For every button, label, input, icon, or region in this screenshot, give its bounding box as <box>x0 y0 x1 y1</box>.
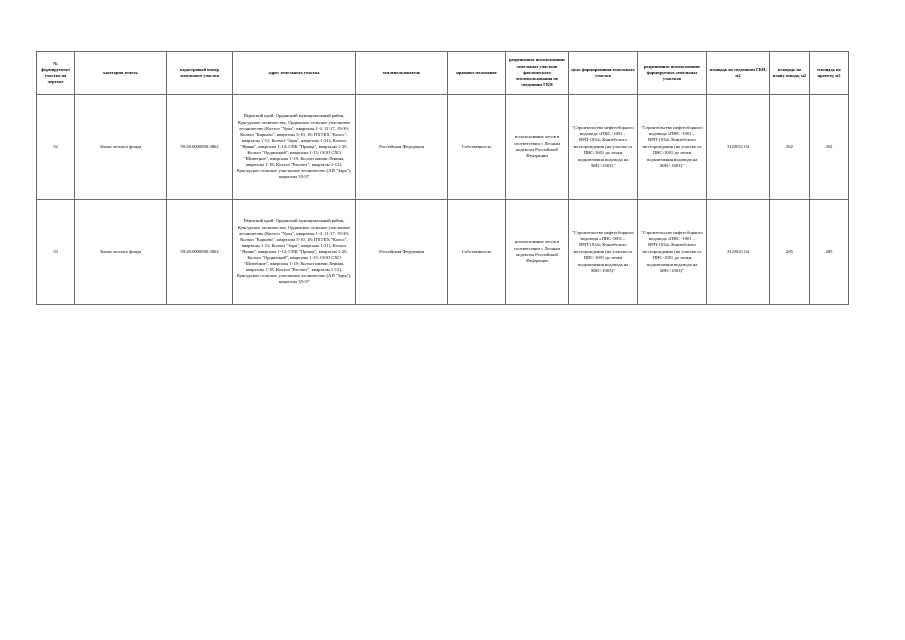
cell-area-plan: 285 <box>770 200 810 305</box>
header-legal-status: правовое положение <box>448 52 506 95</box>
header-area-gkn: площадь по сведениям ГКН, м2 <box>707 52 770 95</box>
cell-land-user: Российская Федерация <box>356 95 448 200</box>
cell-permitted-use-new: "Строительство нефтесборного водовода «ПНС -1001 – ВРП-1034» Кинзебского месторождения (на участке от ПНС-1001 до точки подключения водовода на КНС-1003)" <box>638 200 707 305</box>
table-row <box>37 95 849 200</box>
header-cadastral-number: кадастровый номер земельного участка <box>167 52 233 95</box>
cell-plot-number: 52 <box>37 95 75 200</box>
cell-area-gkn: 3125821 04 <box>707 200 770 305</box>
cell-area-project: 202 <box>810 95 849 200</box>
cell-permitted-use-actual: использование лесов в соответствии с Лесным кодексом Российской Федерации <box>506 95 569 200</box>
cell-cadastral-number: 59:28:0000000:3862 <box>167 95 233 200</box>
header-area-project: площадь по проекту, м2 <box>810 52 849 95</box>
header-permitted-use-new: разрешенное использование формируемых земельных участков <box>638 52 707 95</box>
table-header-row <box>37 52 849 95</box>
cell-plot-number: 53 <box>37 200 75 305</box>
cell-cadastral-number: 59:28:0000000:3862 <box>167 200 233 305</box>
table-row <box>37 200 849 305</box>
cell-purpose: "Строительство нефтесборного водовода «ПНС-1001 – ВРП-1034» Кинзебского месторождения (на участке от ПНС-1001 до точки подключения водовода на КНС-1003)" <box>569 200 638 305</box>
document-sheet <box>36 51 841 305</box>
cell-area-project: 285 <box>810 200 849 305</box>
header-plot-number: № формируемого участка на чертеже <box>37 52 75 95</box>
header-address: адрес земельного участка <box>233 52 356 95</box>
cell-legal-status: Собственность <box>448 200 506 305</box>
cell-land-user: Российская Федерация <box>356 200 448 305</box>
header-land-category: категория земель <box>75 52 167 95</box>
cell-land-category: Земли лесного фонда <box>75 95 167 200</box>
cell-permitted-use-new: "Строительство нефтесборного водовода «ПНС -1001 – ВРП-1034» Кинзебского месторождения (на участке от ПНС-1001 до точки подключения водовода на КНС-1003)" <box>638 95 707 200</box>
cell-area-plan: 202 <box>770 95 810 200</box>
header-area-plan: площадь по плану отвода, м2 <box>770 52 810 95</box>
land-plots-table <box>36 51 849 305</box>
cell-address: Пермский край, Ординский муниципальный район, Кунгурское лесничество, Ординское сельское участковое лесничество (Колхоз "Урал", кварталы 1-4, 11-17, 19-39; Колхоз "Карьево", кварталы 5-10, 18; ПХТКХ "Колос", кварталы 1-11; Колхоз "Заря", кварталы 1-21); Колхоз "Нрава", кварталы 1-14; СПК "Прища", кварталы 1-25; Колхоз "Ординский", кварталы 1-15; ООО СХО "Шипецкое", кварталы 1-19; Колхоз имени Ленина, кварталы 1-18; Колхоз "Рассвет", кварталы 1-12); Кунгурское сельское участковое лесничество (АП "Заря"), кварталы 35-37 <box>233 200 356 305</box>
cell-permitted-use-actual: использование лесов в соответствии с Лесным кодексом Российской Федерации <box>506 200 569 305</box>
cell-purpose: "Строительство нефтесборного водовода «ПНС -1001 – ВРП-1034» Кинзебского месторождения (на участке от ПНС-1001 до точки подключения водовода на КНС-1003)" <box>569 95 638 200</box>
cell-legal-status: Собственность <box>448 95 506 200</box>
cell-area-gkn: 3125821 04 <box>707 95 770 200</box>
cell-land-category: Земли лесного фонда <box>75 200 167 305</box>
header-land-user: землепользователь <box>356 52 448 95</box>
header-permitted-use-actual: разрешенное использование земельных участков фактического землепользования по сведениям ГКН <box>506 52 569 95</box>
header-purpose: цель формирования земельного участка <box>569 52 638 95</box>
cell-address: Пермский край, Ординский муниципальный район, Кунгурское лесничество, Ординское сельское участковое лесничество (Колхоз "Урал", кварталы 1-4, 11-17, 19-39; Колхоз "Карьево", кварталы 5-10, 18; ПХТКХ "Колос", кварталы 1-11; Колхоз "Заря", кварталы 1-21); Колхоз "Нрава", кварталы 1-14; СПК "Прища", кварталы 1-25; Колхоз "Ординский", кварталы 1-15; ООО СХО "Шипецкое", кварталы 1-19; Колхоз имени Ленина, кварталы 1-18; Колхоз "Рассвет", кварталы 1-12); Кунгурское сельское участковое лесничество (АП "Заря"), кварталы 35-37 <box>233 95 356 200</box>
